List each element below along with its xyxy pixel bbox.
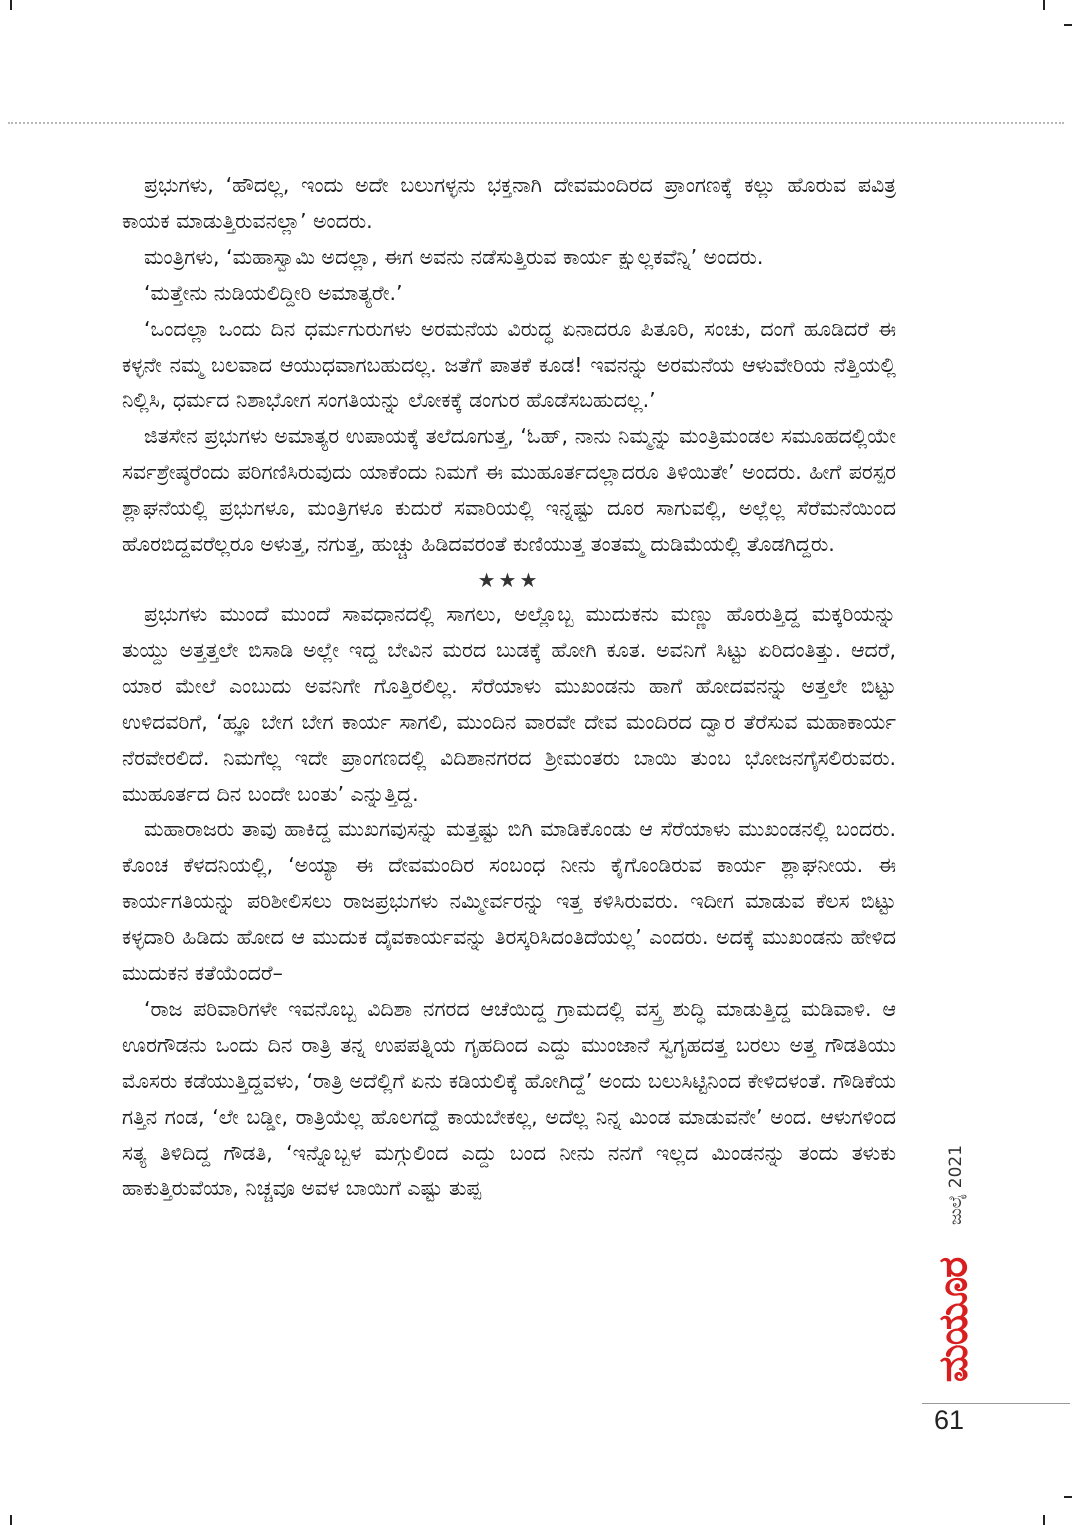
crop-mark-bottom-left <box>10 1515 12 1525</box>
page-number: 61 <box>934 1405 965 1435</box>
paragraph: ‘ಮತ್ತೇನು ನುಡಿಯಲಿದ್ದೀರಿ ಅಮಾತ್ಯರೇ.’ <box>144 280 403 305</box>
magazine-logo <box>920 1245 986 1395</box>
issue-date <box>935 1130 977 1240</box>
paragraph: ಪ್ರಭುಗಳು, ‘ಹೌದಲ್ಲ, ಇಂದು ಅದೇ ಬಲುಗಳ್ಳನು ಭಕ್ತನಾಗಿ ದೇವಮಂದಿರದ ಪ್ರಾಂಗಣಕ್ಕೆ ಕಲ್ಲು ಹೊರುವ ಪವಿತ್ರ ಕಾಯಕ ಮಾಡುತ್ತಿರುವನಲ್ಲಾ’ ಅಂದರು. <box>122 173 896 233</box>
crop-mark-top-right <box>1043 0 1045 10</box>
paragraph: ಮಹಾರಾಜರು ತಾವು ಹಾಕಿದ್ದ ಮುಖಗವುಸನ್ನು ಮತ್ತಷ್ಟು ಬಿಗಿ ಮಾಡಿಕೊಂಡು ಆ ಸೆರೆಯಾಳು ಮುಖಂಡನಲ್ಲಿ ಬಂದರು. ಕೊಂಚ ಕೆಳದನಿಯಲ್ಲಿ, ‘ಅಯ್ಯಾ ಈ ದೇವಮಂದಿರ ಸಂಬಂಧ ನೀನು ಕೈಗೊಂಡಿರುವ ಕಾರ್ಯ ಶ್ಲಾಘನೀಯ. ಈ ಕಾರ್ಯಗತಿಯನ್ನು ಪರಿಶೀಲಿಸಲು ರಾಜಪ್ರಭುಗಳು ನಮ್ಮೀರ್ವರನ್ನು ಇತ್ತ ಕಳಿಸಿರುವರು. ಇದೀಗ ಮಾಡುವ ಕೆಲಸ ಬಿಟ್ಟು ಕಳ್ಳದಾರಿ ಹಿಡಿದು ಹೋದ ಆ ಮುದುಕ ದೈವಕಾರ್ಯವನ್ನು ತಿರಸ್ಕರಿಸಿದಂತಿದೆಯಲ್ಲ’ ಎಂದರು. ಅದಕ್ಕೆ ಮುಖಂಡನು ಹೇಳಿದ ಮುದುಕನ ಕತೆಯೆಂದರೆ– <box>122 817 896 986</box>
scene-break: ★★★ <box>477 567 541 592</box>
paragraph: ಮಂತ್ರಿಗಳು, ‘ಮಹಾಸ್ವಾಮಿ ಅದಲ್ಲಾ, ಈಗ ಅವನು ನಡೆಸುತ್ತಿರುವ ಕಾರ್ಯ ಕ್ಷುಲ್ಲಕವೆನ್ನಿ’ ಅಂದರು. <box>144 244 764 269</box>
crop-mark-top-left <box>10 0 12 10</box>
crop-mark-right-lower <box>1064 1496 1072 1498</box>
issue-date-text: ಜುಲೈ 2021 <box>946 1144 966 1226</box>
header-dotted-rule <box>8 122 1064 124</box>
article-body <box>122 168 896 1207</box>
crop-mark-bottom-right <box>1043 1515 1045 1525</box>
paragraph: ಪ್ರಭುಗಳು ಮುಂದೆ ಮುಂದೆ ಸಾವಧಾನದಲ್ಲಿ ಸಾಗಲು, ಅಲ್ಲೊಬ್ಬ ಮುದುಕನು ಮಣ್ಣು ಹೊರುತ್ತಿದ್ದ ಮಕ್ಕರಿಯನ್ನು ತುಯ್ದು ಅತ್ತತ್ತಲೇ ಬಿಸಾಡಿ ಅಲ್ಲೇ ಇದ್ದ ಬೇವಿನ ಮರದ ಬುಡಕ್ಕೆ ಹೋಗಿ ಕೂತ. ಅವನಿಗೆ ಸಿಟ್ಟು ಏರಿದಂತಿತ್ತು. ಆದರೆ, ಯಾರ ಮೇಲೆ ಎಂಬುದು ಅವನಿಗೇ ಗೊತ್ತಿರಲಿಲ್ಲ. ಸೆರೆಯಾಳು ಮುಖಂಡನು ಹಾಗೆ ಹೋದವನನ್ನು ಅತ್ತಲೇ ಬಿಟ್ಟು ಉಳಿದವರಿಗೆ, ‘ಹ್ಞೂ ಬೇಗ ಬೇಗ ಕಾರ್ಯ ಸಾಗಲಿ, ಮುಂದಿನ ವಾರವೇ ದೇವ ಮಂದಿರದ ದ್ವಾರ ತೆರೆಸುವ ಮಹಾಕಾರ್ಯ ನೆರವೇರಲಿದೆ. ನಿಮಗೆಲ್ಲ ಇದೇ ಪ್ರಾಂಗಣದಲ್ಲಿ ವಿದಿಶಾನಗರದ ಶ್ರೀಮಂತರು ಬಾಯಿ ತುಂಬ ಭೋಜನಗೈಸಲಿರುವರು. ಮುಹೂರ್ತದ ದಿನ ಬಂದೇ ಬಂತು’ ಎನ್ನುತ್ತಿದ್ದ. <box>122 601 896 806</box>
magazine-logo-text: ಮಯೂರ <box>930 1257 976 1383</box>
page-number-rule <box>922 1403 1070 1404</box>
paragraph: ಜಿತಸೇನ ಪ್ರಭುಗಳು ಅಮಾತ್ಯರ ಉಪಾಯಕ್ಕೆ ತಲೆದೂಗುತ್ತ, ‘ಓಹ್, ನಾನು ನಿಮ್ಮನ್ನು ಮಂತ್ರಿಮಂಡಲ ಸಮೂಹದಲ್ಲಿಯೇ ಸರ್ವಶ್ರೇಷ್ಠರೆಂದು ಪರಿಗಣಿಸಿರುವುದು ಯಾಕೆಂದು ನಿಮಗೆ ಈ ಮುಹೂರ್ತದಲ್ಲಾದರೂ ತಿಳಿಯಿತೇ’ ಅಂದರು. ಹೀಗೆ ಪರಸ್ಪರ ಶ್ಲಾಘನೆಯಲ್ಲಿ ಪ್ರಭುಗಳೂ, ಮಂತ್ರಿಗಳೂ ಕುದುರೆ ಸವಾರಿಯಲ್ಲಿ ಇನ್ನಷ್ಟು ದೂರ ಸಾಗುವಲ್ಲಿ, ಅಲ್ಲೆಲ್ಲ ಸೆರೆಮನೆಯಿಂದ ಹೊರಬಿದ್ದವರೆಲ್ಲರೂ ಅಳುತ್ತ, ನಗುತ್ತ, ಹುಚ್ಚು ಹಿಡಿದವರಂತೆ ಕುಣಿಯುತ್ತ ತಂತಮ್ಮ ದುಡಿಮೆಯಲ್ಲಿ ತೊಡಗಿದ್ದರು. <box>122 424 896 557</box>
paragraph: ‘ಒಂದಲ್ಲಾ ಒಂದು ದಿನ ಧರ್ಮಗುರುಗಳು ಅರಮನೆಯ ವಿರುದ್ಧ ಏನಾದರೂ ಪಿತೂರಿ, ಸಂಚು, ದಂಗೆ ಹೂಡಿದರೆ ಈ ಕಳ್ಳನೇ ನಮ್ಮ ಬಲವಾದ ಆಯುಧವಾಗಬಹುದಲ್ಲ. ಜತೆಗೆ ಪಾತಕೆ ಕೂಡ! ಇವನನ್ನು ಅರಮನೆಯ ಆಳುವೇರಿಯ ನೆತ್ತಿಯಲ್ಲಿ ನಿಲ್ಲಿಸಿ, ಧರ್ಮದ ನಿಶಾಭೋಗ ಸಂಗತಿಯನ್ನು ಲೋಕಕ್ಕೆ ಡಂಗುರ ಹೊಡೆಸಬಹುದಲ್ಲ.’ <box>122 316 896 413</box>
crop-mark-right-upper <box>1064 24 1072 26</box>
paragraph: ‘ರಾಜ ಪರಿವಾರಿಗಳೇ ಇವನೊಬ್ಬ ವಿದಿಶಾ ನಗರದ ಆಚೆಯಿದ್ದ ಗ್ರಾಮದಲ್ಲಿ ವಸ್ತ್ರ ಶುದ್ಧಿ ಮಾಡುತ್ತಿದ್ದ ಮಡಿವಾಳಿ. ಆ ಊರಗೌಡನು ಒಂದು ದಿನ ರಾತ್ರಿ ತನ್ನ ಉಪಪತ್ನಿಯ ಗೃಹದಿಂದ ಎದ್ದು ಮುಂಜಾನೆ ಸ್ವಗೃಹದತ್ತ ಬರಲು ಅತ್ತ ಗೌಡತಿಯು ಮೊಸರು ಕಡೆಯುತ್ತಿದ್ದವಳು, ‘ರಾತ್ರಿ ಅದೆಲ್ಲಿಗೆ ಏನು ಕಡಿಯಲಿಕ್ಕೆ ಹೋಗಿದ್ದೆ’ ಅಂದು ಬಲುಸಿಟ್ಟಿನಿಂದ ಕೇಳಿದಳಂತೆ. ಗೌಡಿಕೆಯ ಗತ್ತಿನ ಗಂಡ, ‘ಲೇ ಬಡ್ಡೀ, ರಾತ್ರಿಯೆಲ್ಲ ಹೊಲಗದ್ದೆ ಕಾಯಬೇಕಲ್ಲ, ಅದೆಲ್ಲ ನಿನ್ನ ಮಿಂಡ ಮಾಡುವನೇ’ ಅಂದ. ಆಳುಗಳಿಂದ ಸತ್ಯ ತಿಳಿದಿದ್ದ ಗೌಡತಿ, ‘ಇನ್ನೊಬ್ಬಳ ಮಗ್ಗುಲಿಂದ ಎದ್ದು ಬಂದ ನೀನು ನನಗೆ ಇಲ್ಲದ ಮಿಂಡನನ್ನು ತಂದು ತಳುಕು ಹಾಕುತ್ತಿರುವೆಯಾ, ನಿಚ್ಚವೂ ಅವಳ ಬಾಯಿಗೆ ಎಷ್ಟು ತುಪ್ಪ <box>122 996 896 1201</box>
